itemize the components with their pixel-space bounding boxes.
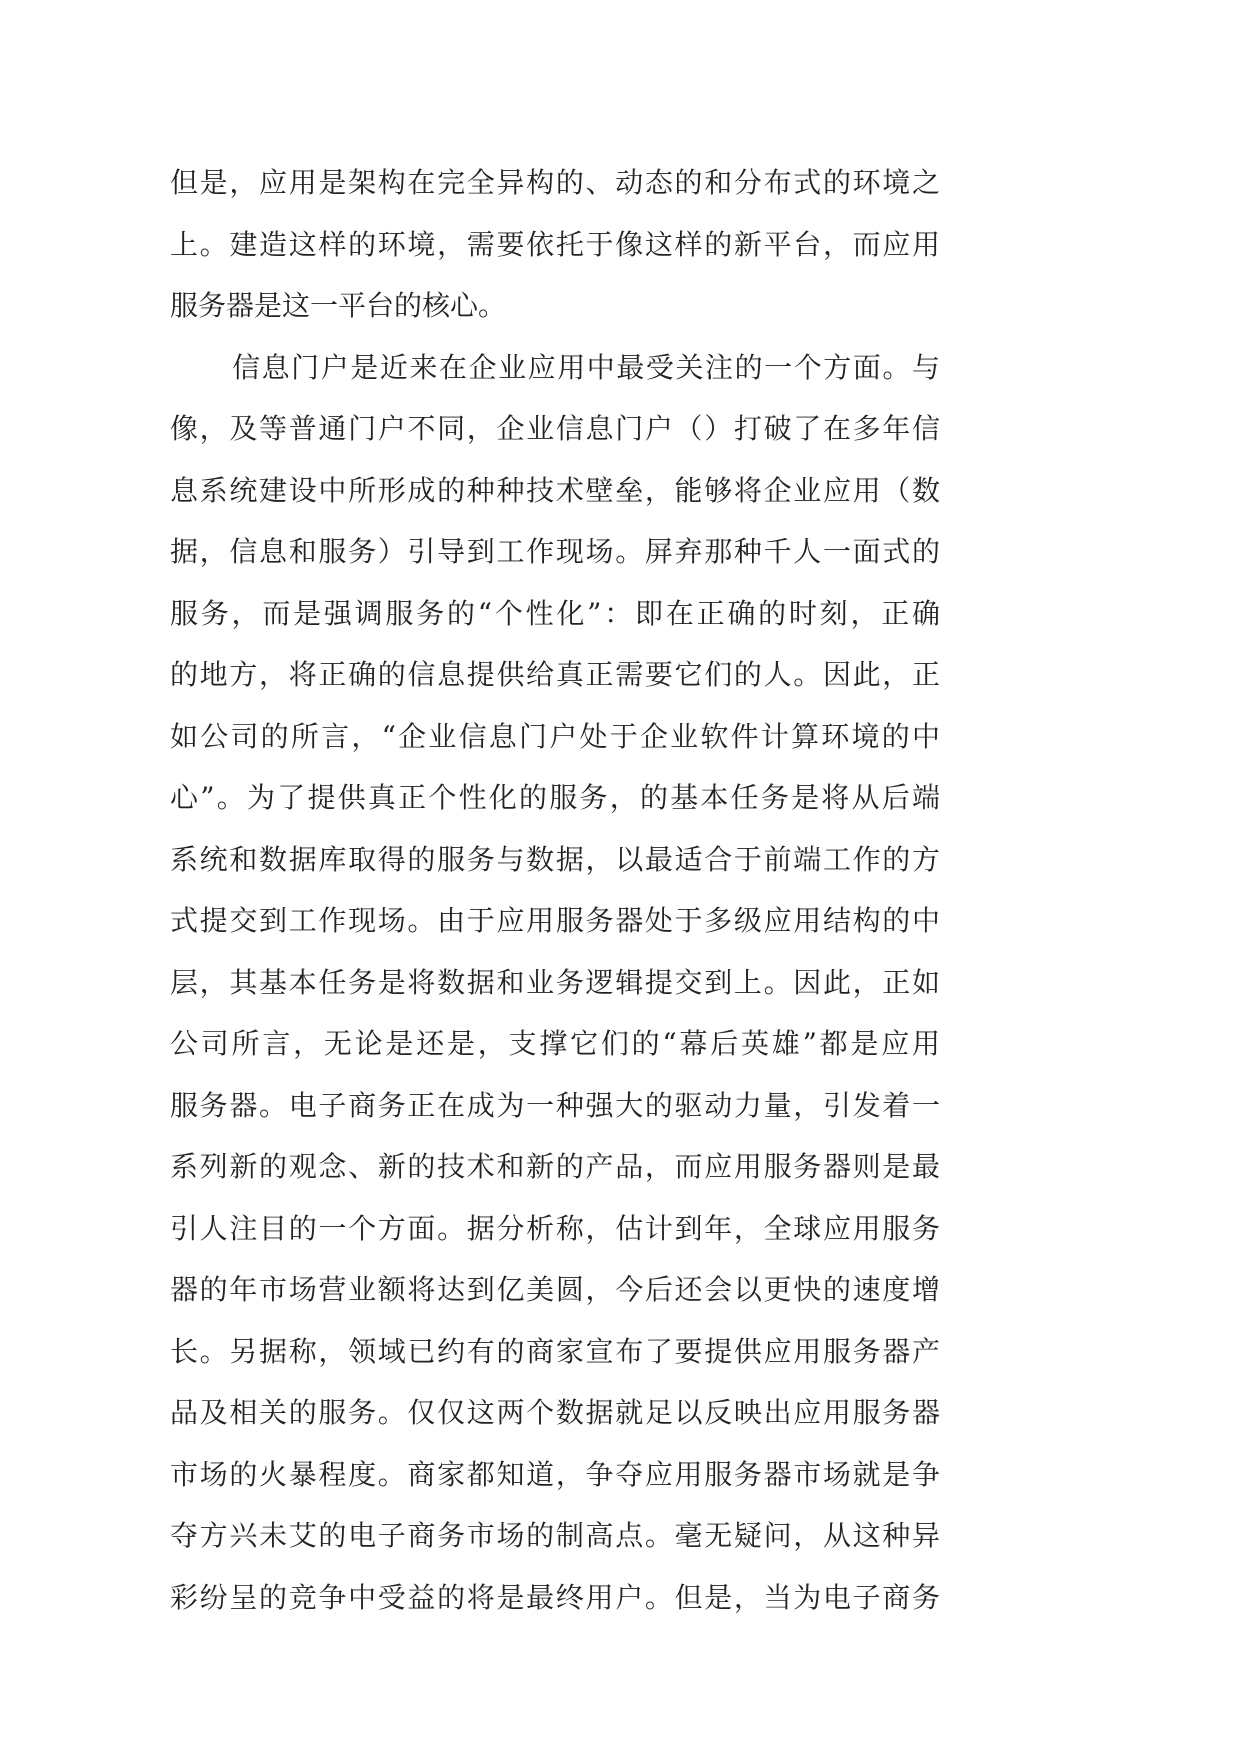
text-line: 据，信息和服务）引导到工作现场。屏弃那种千人一面式的 <box>170 535 940 568</box>
paragraph <box>170 152 940 337</box>
text-line: 层，其基本任务是将数据和业务逻辑提交到上。因此，正如 <box>170 965 940 999</box>
text-line: 引人注目的一个方面。据分析称，估计到年，全球应用服务 <box>170 1211 940 1245</box>
text-line: 长。另据称，领域已约有的商家宣布了要提供应用服务器产 <box>170 1334 940 1368</box>
text-line: 上。建造这样的环境，需要依托于像这样的新平台，而应用 <box>170 227 940 261</box>
paragraph <box>170 337 940 1629</box>
text-line: 服务，而是强调服务的“个性化”：即在正确的时刻，正确 <box>170 596 940 630</box>
text-line: 系列新的观念、新的技术和新的产品，而应用服务器则是最 <box>170 1150 940 1183</box>
text-line: 式提交到工作现场。由于应用服务器处于多级应用结构的中 <box>170 904 940 937</box>
text-line: 夺方兴未艾的电子商务市场的制高点。毫无疑问，从这种异 <box>170 1519 940 1552</box>
text-line: 的地方，将正确的信息提供给真正需要它们的人。因此，正 <box>170 658 940 691</box>
text-line: 像，及等普通门户不同，企业信息门户（）打破了在多年信 <box>170 412 940 445</box>
text-line: 息系统建设中所形成的种种技术壁垒，能够将企业应用（数 <box>170 473 940 507</box>
text-line: 服务器是这一平台的核心。 <box>170 289 507 322</box>
text-line: 器的年市场营业额将达到亿美圆，今后还会以更快的速度增 <box>170 1273 940 1306</box>
text-line: 彩纷呈的竞争中受益的将是最终用户。但是，当为电子商务 <box>170 1580 940 1614</box>
text-line: 心”。为了提供真正个性化的服务，的基本任务是将从后端 <box>170 781 940 814</box>
text-line: 公司所言，无论是还是，支撑它们的“幕后英雄”都是应用 <box>170 1027 940 1060</box>
text-line: 市场的火暴程度。商家都知道，争夺应用服务器市场就是争 <box>170 1457 940 1491</box>
text-line: 系统和数据库取得的服务与数据，以最适合于前端工作的方 <box>170 842 940 876</box>
text-line: 品及相关的服务。仅仅这两个数据就足以反映出应用服务器 <box>170 1396 940 1429</box>
text-line: 信息门户是近来在企业应用中最受关注的一个方面。与 <box>232 350 940 384</box>
text-line: 但是，应用是架构在完全异构的、动态的和分布式的环境之 <box>170 166 940 199</box>
text-line: 如公司的所言，“企业信息门户处于企业软件计算环境的中 <box>170 719 940 753</box>
text-line: 服务器。电子商务正在成为一种强大的驱动力量，引发着一 <box>170 1088 940 1122</box>
document-body <box>170 152 940 1628</box>
